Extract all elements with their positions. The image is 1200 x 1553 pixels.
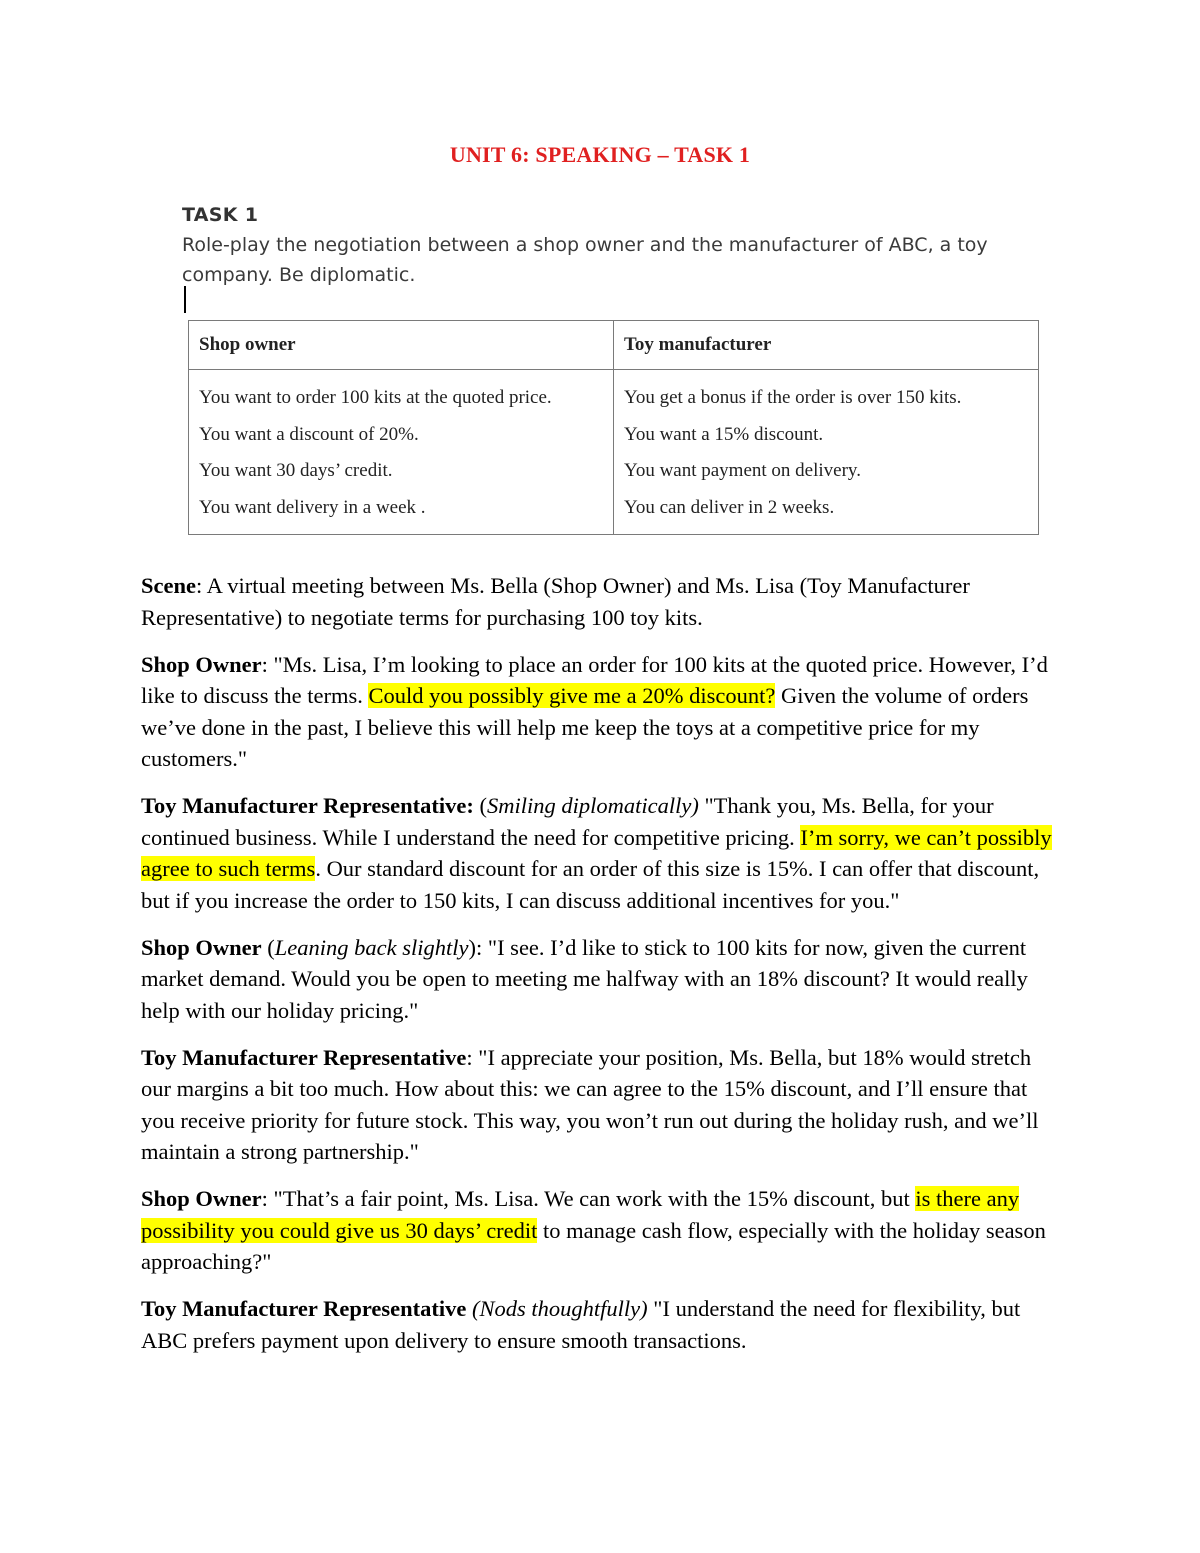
list-item: You want delivery in a week . (199, 496, 426, 518)
header-toy-manufacturer: Toy manufacturer (614, 321, 1039, 370)
scene-label: Scene (141, 573, 196, 598)
dialogue-turn-3 (141, 932, 1066, 1027)
speaker-name: Toy Manufacturer Representative (141, 1296, 467, 1321)
page-title: UNIT 6: SPEAKING – TASK 1 (449, 142, 751, 167)
turn-text: . Our standard discount for an order of this size is 15%. I can offer that discount, but if you increase the order to 150 kits, I can discuss additional incentives for you." (141, 856, 1040, 913)
header-shop-owner: Shop owner (189, 321, 614, 370)
table-header-row (189, 321, 1039, 370)
speaker-name: Toy Manufacturer Representative (141, 1044, 467, 1070)
dialogue-turn-1 (141, 649, 1066, 775)
task-instructions: Role-play the negotiation between a shop owner and the manufacturer of ABC, a toy company. Be diplomatic. (182, 234, 988, 286)
shop-owner-cell (189, 370, 614, 535)
turn-text: "I understand the need for flexibility, but ABC prefers payment upon delivery to ensure smooth transactions. (141, 1296, 1021, 1353)
turn-text: ): "I see. I’d like to stick to 100 kits for now, given the current market demand. Would you be open to meeting me halfway with an 18% discount? It would really help with our holiday pricing." (141, 934, 1028, 1023)
speaker-name: Shop Owner (141, 1186, 262, 1211)
turn-text: "Thank you, Ms. Bella, for your continued business. While I understand the need for competitive pricing. (141, 793, 994, 850)
list-item: You want a 15% discount. (624, 423, 824, 445)
list-item: You want to order 100 kits at the quoted price. (199, 387, 552, 408)
stage-direction: Leaning back slightly (274, 934, 469, 960)
list-item: You want 30 days’ credit. (199, 460, 393, 481)
task-box (182, 204, 1042, 290)
paren-open: ( (473, 793, 487, 818)
table-row (189, 370, 1039, 535)
list-item: You can deliver in 2 weeks. (624, 496, 835, 518)
turn-text: : "I appreciate your position, Ms. Bella, but 18% would stretch our margins a bit too much. How about this: we can agree to the 15% discount, and I’ll ensure that you receive priority for future stock. This way, you won’t run out during the holiday rush, and we’ll maintain a strong partnership." (141, 1044, 1039, 1164)
dialogue-turn-2 (141, 790, 1066, 916)
speaker-name: Shop Owner (141, 934, 262, 960)
scene-text: : A virtual meeting between Ms. Bella (Shop Owner) and Ms. Lisa (Toy Manufacturer Representative) to negotiate terms for purchasing 100 toy kits. (141, 573, 970, 630)
list-item: You want payment on delivery. (624, 460, 861, 481)
role-table (188, 320, 1039, 535)
scene-paragraph (141, 570, 1066, 633)
dialogue-turn-4 (141, 1042, 1066, 1168)
dialogue-turn-5 (141, 1183, 1066, 1278)
speaker-name: Shop Owner (141, 651, 262, 677)
dialogue-turn-6 (141, 1293, 1066, 1356)
stage-direction: (Nods thoughtfully) (466, 1296, 648, 1321)
stage-direction: Smiling diplomatically) (487, 793, 699, 818)
highlighted-phrase: I’m sorry, we can’t possibly agree to such terms (141, 824, 1052, 881)
speaker-name: Toy Manufacturer Representative: (141, 793, 474, 818)
turn-text: : "That’s a fair point, Ms. Lisa. We can work with the 15% discount, but (261, 1186, 916, 1211)
text-cursor (184, 286, 186, 313)
dialogue (141, 570, 1066, 1372)
manufacturer-cell (614, 370, 1039, 535)
turn-text: Given the volume of orders we’ve done in the past, I believe this will help me keep the toys at a competitive price for my customers." (141, 683, 1029, 771)
task-heading: TASK 1 (182, 204, 259, 226)
highlighted-phrase: Could you possibly give me a 20% discount? (368, 683, 776, 708)
list-item: You get a bonus if the order is over 150 kits. (624, 387, 962, 408)
turn-text: to manage cash flow, especially with the holiday season approaching?" (141, 1217, 1046, 1274)
highlighted-phrase: is there any possibility you could give us 30 days’ credit (141, 1186, 1020, 1243)
list-item: You want a discount of 20%. (199, 423, 419, 445)
paren-open: ( (261, 934, 275, 960)
turn-text: : "Ms. Lisa, I’m looking to place an order for 100 kits at the quoted price. However, I’d like to discuss the terms. (141, 651, 1048, 708)
